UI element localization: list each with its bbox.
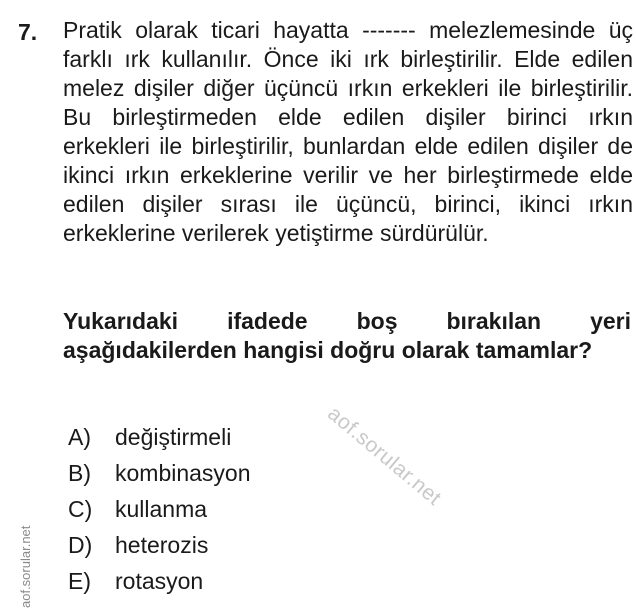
option-a[interactable] (68, 419, 251, 455)
option-c[interactable] (68, 491, 251, 527)
watermark-side: aof.sorular.net (18, 525, 33, 608)
option-text: rotasyon (115, 567, 204, 594)
question-number: 7. (18, 19, 38, 45)
option-text: kombinasyon (115, 459, 251, 486)
option-text: değiştirmeli (115, 423, 232, 450)
option-letter: E) (68, 567, 91, 594)
option-d[interactable] (68, 527, 251, 563)
answer-options (68, 419, 251, 599)
option-letter: D) (68, 531, 93, 558)
question-prompt: Yukarıdaki ifadede boş bırakılan yeri aşağıdakilerden hangisi doğru olarak tamamlar? (63, 308, 631, 363)
watermark-diagonal: aof.sorular.net (323, 402, 446, 510)
option-text: heterozis (115, 531, 209, 558)
option-letter: B) (68, 459, 91, 486)
question-text: Pratik olarak ticari hayatta ------- melezlemesinde üç farklı ırk kullanılır. Önce iki ırk birleştirilir. Elde edilen melez dişiler diğer üçüncü ırkın erkekleri ile birleştirilir. Bu birleştirmeden elde edilen dişiler birinci ırkın erkekleri ile birleştirilir, bunlardan elde edilen dişiler de ikinci ırkın erkeklerine verilir ve her birleştirmede elde edilen dişiler sırası ile üçüncü, birinci, ikinci ırkın erkeklerine verilerek yetiştirme sürdürülür. (63, 17, 633, 246)
option-b[interactable] (68, 455, 251, 491)
option-letter: A) (68, 423, 91, 450)
option-text: kullanma (115, 495, 208, 522)
option-letter: C) (68, 495, 93, 522)
option-e[interactable] (68, 563, 251, 599)
